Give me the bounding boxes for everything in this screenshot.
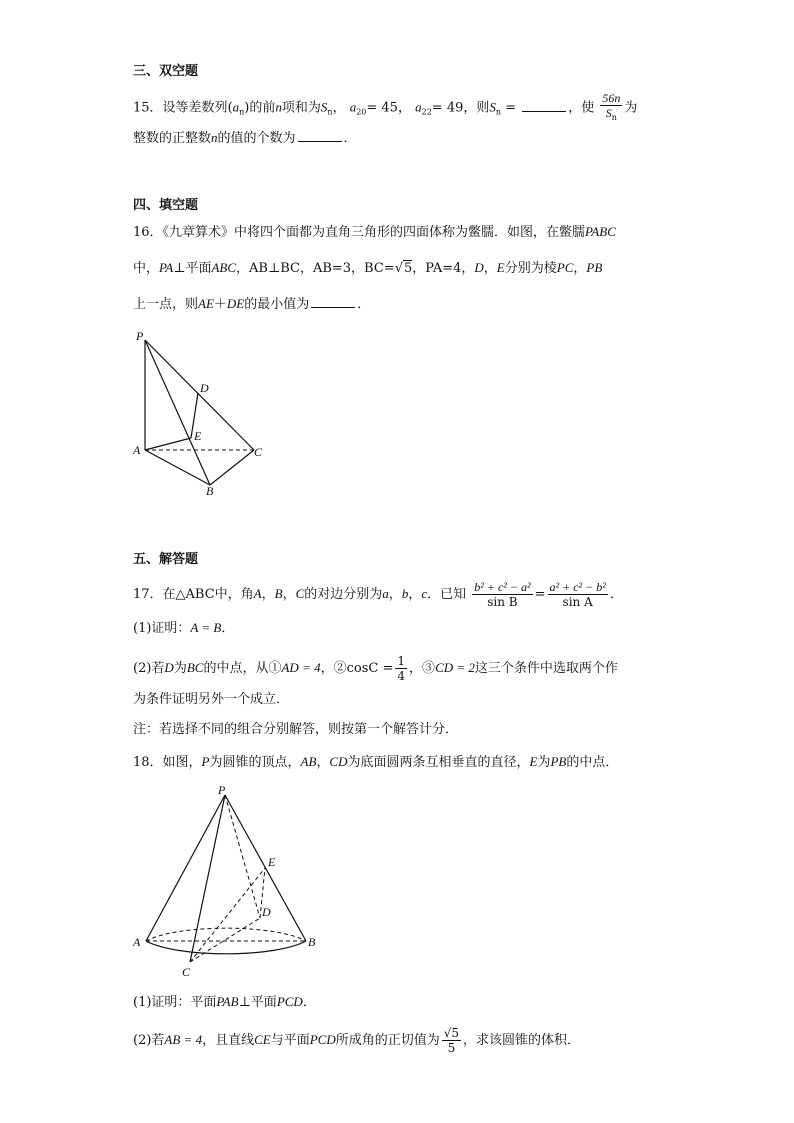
var-S: S bbox=[320, 99, 328, 115]
equation: AB = 4 bbox=[164, 1032, 203, 1047]
label-D: D bbox=[200, 381, 209, 395]
question-15-line-2 bbox=[133, 128, 357, 149]
text: 设等差数列 bbox=[162, 100, 228, 116]
text: ． bbox=[343, 131, 357, 146]
var-PAB: PAB bbox=[216, 994, 239, 1009]
section-heading-4: 四、填空题 bbox=[133, 198, 199, 213]
condition-3: CD = 2 bbox=[435, 660, 475, 675]
text: 项和为 bbox=[281, 100, 321, 116]
diameter-CD-dashed bbox=[190, 918, 260, 962]
label-E: E bbox=[268, 855, 276, 869]
var-PA: PA bbox=[159, 260, 174, 275]
text: 为圆锥的顶点， bbox=[209, 755, 301, 770]
var-C: C bbox=[295, 586, 305, 601]
text: ，AB⊥BC，AB=3，BC= bbox=[236, 261, 395, 276]
answer-blank[interactable] bbox=[311, 295, 355, 308]
text: 的中点，从 bbox=[203, 661, 269, 676]
fraction bbox=[442, 1026, 461, 1055]
edge-PC bbox=[190, 795, 225, 962]
question-17-note: 注：若选择不同的组合分别解答，则按第一个解答计分． bbox=[133, 722, 459, 737]
text: ，使 bbox=[568, 100, 595, 116]
cone-figure bbox=[130, 780, 330, 980]
text: (2)若 bbox=[133, 1033, 165, 1048]
var-BC: BC bbox=[186, 660, 204, 675]
equals: = bbox=[534, 587, 546, 602]
text: 的对边分别为 bbox=[304, 587, 383, 602]
circled-two: ② bbox=[333, 661, 347, 676]
section-heading-3: 三、双空题 bbox=[133, 64, 199, 79]
text: ，求该圆锥的体积． bbox=[463, 1033, 581, 1048]
text: 分别为棱 bbox=[504, 261, 557, 276]
subscript: n bbox=[611, 113, 617, 122]
label-P: P bbox=[218, 783, 226, 797]
condition-2: cosC = bbox=[346, 661, 394, 676]
subscript: n bbox=[327, 107, 333, 117]
question-number: 15． bbox=[133, 100, 163, 116]
text: ， bbox=[483, 261, 497, 276]
var-S: S bbox=[605, 106, 612, 120]
equation: A = B bbox=[190, 620, 222, 635]
question-17-part-1 bbox=[133, 618, 234, 639]
question-16-line-3 bbox=[133, 294, 370, 315]
var-CE: CE bbox=[254, 1032, 271, 1047]
text: (1)证明：平面 bbox=[133, 995, 217, 1010]
label-E: E bbox=[194, 429, 202, 443]
var-ABC: ABC bbox=[211, 260, 237, 275]
circled-three: ③ bbox=[422, 661, 436, 676]
subscript: 20 bbox=[356, 107, 367, 117]
fraction-numerator: 1 bbox=[397, 654, 406, 668]
label-P: P bbox=[136, 329, 144, 343]
label-A: A bbox=[133, 443, 141, 457]
fraction-right bbox=[548, 580, 608, 609]
fraction-numerator: b² + c² − a² bbox=[474, 580, 531, 594]
fraction-denominator: 4 bbox=[397, 669, 406, 683]
base-ellipse-front bbox=[146, 941, 306, 954]
var-P: P bbox=[201, 754, 210, 769]
text: ， bbox=[316, 755, 330, 770]
question-15-line-1: 15．设等差数列$(a_n)$的前n项和为$S_n$， $a_{20}= 45$， $a_{22}= 49$，则$S_n$ = ，使 $\frac{56n}{S_n}$ 为 bbox=[133, 91, 637, 125]
label-D: D bbox=[262, 905, 271, 919]
var-CD: CD bbox=[329, 754, 348, 769]
segment-CE-dashed bbox=[190, 868, 265, 962]
var-D: D bbox=[164, 660, 174, 675]
subscript: 22 bbox=[421, 107, 432, 117]
var-AB: AB bbox=[300, 754, 317, 769]
text: ， bbox=[573, 261, 587, 276]
fraction-numerator: √5 bbox=[443, 1026, 460, 1040]
var-AE: AE bbox=[198, 296, 214, 311]
question-16-line-1 bbox=[133, 222, 616, 243]
text: 17．在△ABC中，角 bbox=[133, 587, 254, 602]
text: 为底面圆两条互相垂直的直径， bbox=[347, 755, 530, 770]
edge-AB bbox=[145, 450, 210, 485]
text: 的中点． bbox=[566, 755, 619, 770]
fraction bbox=[600, 91, 622, 125]
section-heading-5: 五、解答题 bbox=[133, 552, 199, 567]
text: 整数的正整数 bbox=[133, 131, 212, 146]
text: ，且直线 bbox=[202, 1033, 255, 1048]
var-PB: PB bbox=[586, 260, 603, 275]
text: 的前 bbox=[249, 100, 276, 116]
label-C: C bbox=[182, 965, 191, 979]
label-C: C bbox=[254, 445, 263, 459]
edge-PA bbox=[146, 795, 225, 941]
text: ． bbox=[609, 587, 623, 602]
text: ． bbox=[357, 297, 371, 312]
var-PB: PB bbox=[550, 754, 567, 769]
var-a: a bbox=[349, 99, 357, 115]
var-S: S bbox=[489, 99, 496, 115]
var-B: B bbox=[274, 586, 283, 601]
fraction-denominator: 5 bbox=[447, 1041, 456, 1055]
var-D: D bbox=[474, 260, 484, 275]
var-E: E bbox=[496, 260, 505, 275]
subscript: n bbox=[495, 107, 502, 117]
var-a: a bbox=[232, 99, 240, 115]
equation: = 45 bbox=[366, 100, 398, 116]
fraction-numerator: 56n bbox=[602, 91, 621, 105]
text: 为 bbox=[173, 661, 187, 676]
label-B: B bbox=[206, 484, 214, 498]
var-PABC: PABC bbox=[585, 224, 616, 239]
text: ．已知 bbox=[427, 587, 467, 602]
edge-PD-dashed bbox=[225, 795, 260, 918]
text: 这三个条件中选取两个作 bbox=[474, 661, 618, 676]
var-n: n bbox=[211, 130, 218, 145]
equation: = 49 bbox=[431, 100, 464, 116]
question-18-part-1 bbox=[133, 992, 316, 1013]
fraction-left bbox=[472, 580, 532, 609]
label-B: B bbox=[308, 935, 316, 949]
var-E: E bbox=[529, 754, 538, 769]
segment-AE bbox=[145, 438, 191, 450]
text: 与平面 bbox=[270, 1033, 310, 1048]
text: 上一点，则 bbox=[133, 297, 199, 312]
text: ⊥平面 bbox=[238, 995, 277, 1010]
var-PC: PC bbox=[556, 260, 574, 275]
text: ⊥平面 bbox=[173, 261, 212, 276]
text: 16．《九章算术》中将四个面都为直角三角形的四面体称为鳖臑．如图，在鳖臑 bbox=[133, 225, 586, 240]
fraction-numerator: a² + c² − b² bbox=[549, 580, 606, 594]
answer-blank[interactable] bbox=[522, 99, 566, 112]
subscript: n bbox=[239, 107, 245, 117]
question-17-line-1: 17．在△ABC中，角A，B，C的对边分别为a，b，c．已知 $\frac{\text{b² + c² − a²}}{\text{sin B}}$ = $\frac{\text{a² + c² − b²}}{\text{sin A}}$ ． bbox=[133, 580, 623, 609]
text: 为 bbox=[537, 755, 551, 770]
fraction-denominator: sin B bbox=[487, 595, 518, 609]
var-A: A bbox=[253, 586, 262, 601]
condition-1: AD = 4 bbox=[281, 660, 321, 675]
question-17-part-2: (2)若D为BC的中点，从①AD = 4，②cosC = $\frac{1}{4}$ ，③CD = 2这三个条件中选取两个作 bbox=[133, 654, 618, 683]
text: 所成角的正切值为 bbox=[335, 1033, 440, 1048]
var-n: n bbox=[275, 99, 282, 115]
var-PCD: PCD bbox=[276, 994, 303, 1009]
edge-PB bbox=[145, 340, 210, 485]
text: 的最小值为 bbox=[244, 297, 310, 312]
text: 18．如图， bbox=[133, 755, 202, 770]
var-PCD: PCD bbox=[309, 1032, 336, 1047]
question-16-line-2: 中，PA⊥平面ABC，AB⊥BC，AB=3，BC=√5，PA=4，D，E分别为棱PC，PB bbox=[133, 260, 603, 276]
text: ＋ bbox=[213, 297, 227, 312]
text: 为 bbox=[624, 100, 638, 116]
question-18-part-2 bbox=[133, 1026, 580, 1055]
edge-PB bbox=[225, 795, 306, 941]
text: 中， bbox=[133, 261, 160, 276]
label-A: A bbox=[133, 935, 141, 949]
question-18-line-1 bbox=[133, 752, 618, 773]
var-DE: DE bbox=[226, 296, 245, 311]
var-a: a bbox=[415, 99, 422, 115]
fraction-denominator: sin A bbox=[562, 595, 593, 609]
text: (2)若 bbox=[133, 661, 165, 676]
text: 的值的个数为 bbox=[217, 131, 296, 146]
text: ． bbox=[302, 995, 316, 1010]
text: ，则 bbox=[463, 100, 490, 116]
circled-one: ① bbox=[268, 661, 282, 676]
text: ，PA=4， bbox=[412, 261, 475, 276]
edge-BC bbox=[210, 450, 254, 485]
answer-blank[interactable] bbox=[298, 129, 342, 142]
text: (1)证明： bbox=[133, 621, 191, 636]
tetrahedron-figure bbox=[130, 328, 270, 500]
fraction bbox=[395, 654, 407, 683]
question-17-part-2-cont: 为条件证明另外一个成立． bbox=[133, 692, 290, 707]
text: ． bbox=[221, 621, 235, 636]
sqrt-value: 5 bbox=[403, 261, 413, 276]
